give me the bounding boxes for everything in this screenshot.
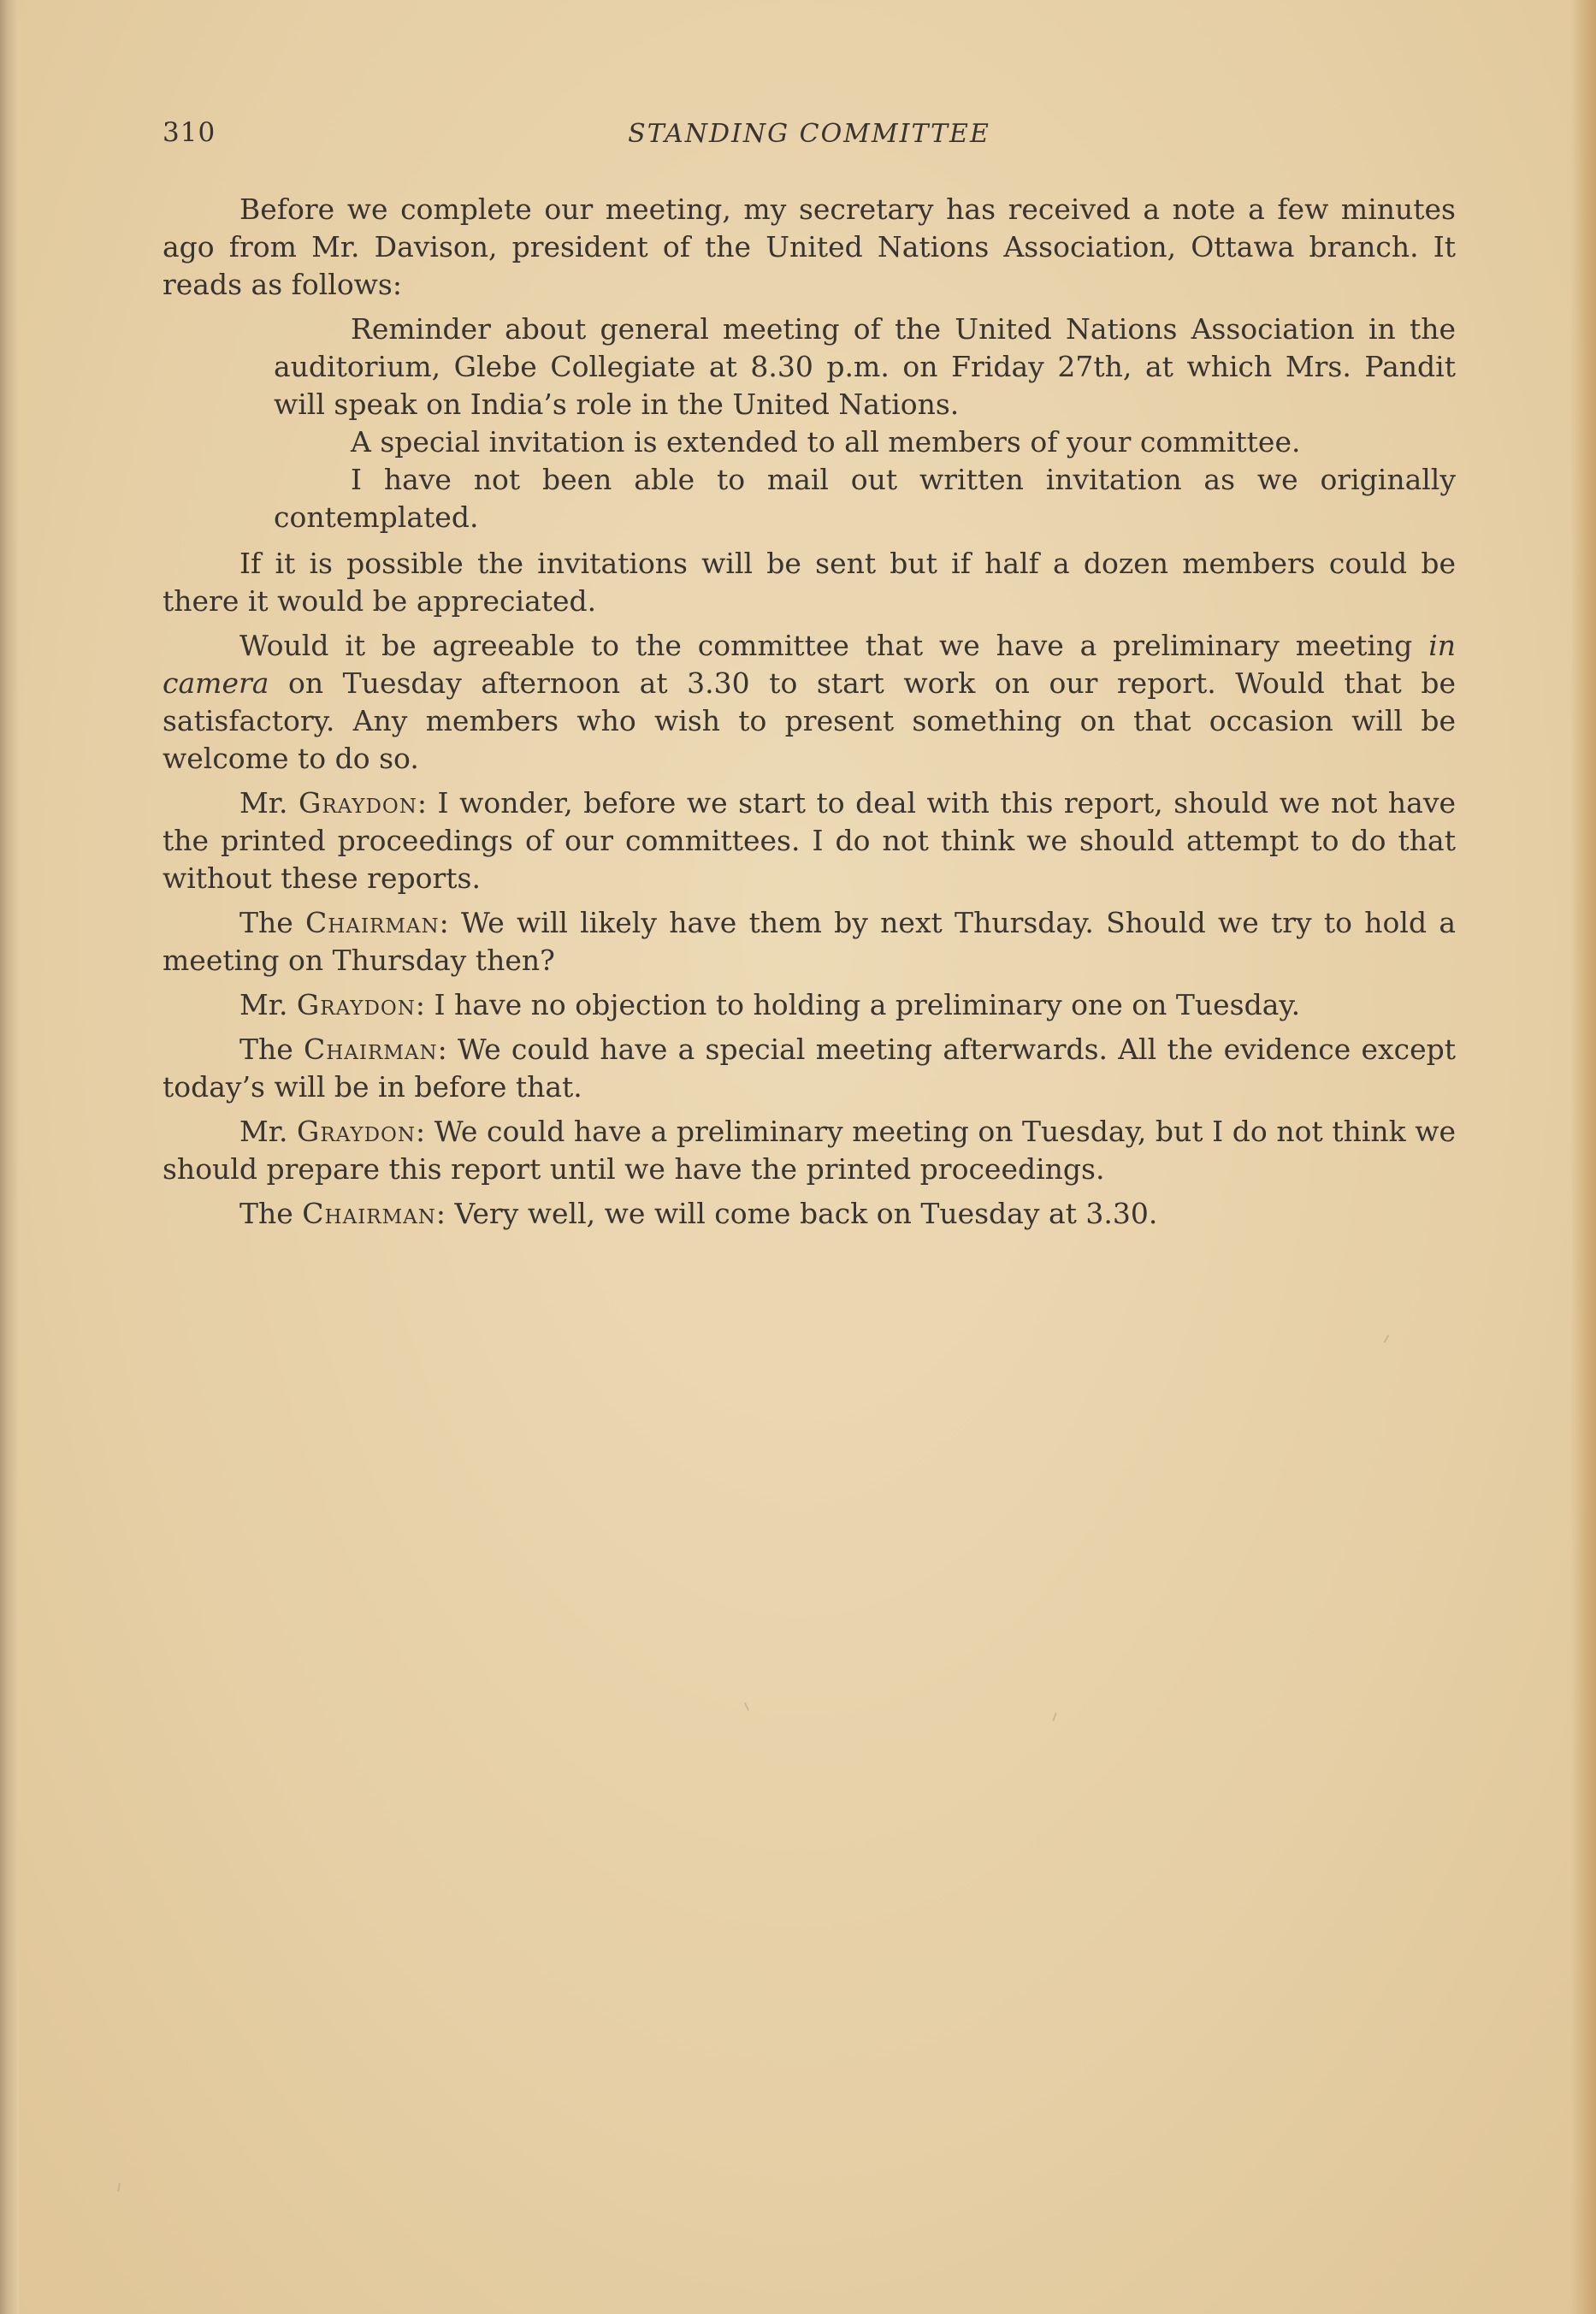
speech-paragraph <box>163 1113 1456 1188</box>
paragraph-text: on Tuesday afternoon at 3.30 to start work on our report. Would that be satisfactory. Any members who wish to present something on that occasion will be welcome to do so. <box>163 666 1456 775</box>
speaker-name: Graydon <box>297 1115 416 1148</box>
speech-paragraph <box>163 1195 1456 1233</box>
paper-speck <box>1052 1713 1056 1721</box>
speaker-prefix: The <box>239 1033 304 1066</box>
body-text <box>163 191 1456 1233</box>
paragraph: If it is possible the invitations will be sent but if half a dozen members could be there it would be appreciated. <box>163 547 1456 618</box>
paragraph-text: Would it be agreeable to the committee that we have a preliminary meeting <box>239 629 1429 662</box>
paragraph: Before we complete our meeting, my secretary has received a note a few minutes ago from Mr. Davison, president of the United Nations Association, Ottawa branch. It reads as follows: <box>163 192 1456 301</box>
page-number: 310 <box>163 117 216 148</box>
page-binding-shadow <box>0 0 19 2314</box>
paragraph <box>163 627 1456 778</box>
speaker-prefix: Mr. <box>239 786 299 820</box>
speaker-prefix: Mr. <box>239 1115 298 1148</box>
speech-text: : Very well, we will come back on Tuesday at 3.30. <box>435 1197 1158 1230</box>
speaker-name: Graydon <box>296 988 416 1021</box>
speaker-name: Chairman <box>302 1197 436 1230</box>
paper-speck <box>1384 1335 1390 1343</box>
italic-phrase: in camera <box>163 629 1456 700</box>
speaker-name: Graydon <box>298 786 417 820</box>
speech-paragraph <box>163 904 1456 979</box>
speech-paragraph <box>163 784 1456 897</box>
quoted-paragraph: A special invitation is extended to all members of your committee. <box>351 425 1301 459</box>
speaker-name: Chairman <box>305 906 440 939</box>
quoted-paragraph: Reminder about general meeting of the United Nations Association in the auditorium, Glebe Collegiate at 8.30 p.m. on Friday 27th, at which Mrs. Pandit will speak on India’s role in the United Nations. <box>274 312 1456 421</box>
quoted-paragraph: I have not been able to mail out written invitation as we originally contemplated. <box>274 463 1456 534</box>
speech-text: : I have no objection to holding a preliminary one on Tuesday. <box>415 988 1301 1021</box>
speech-paragraph <box>163 1031 1456 1106</box>
speech-paragraph <box>163 986 1456 1024</box>
speaker-prefix: Mr. <box>239 988 297 1021</box>
page-header <box>163 107 1456 158</box>
speech-text: : We will likely have them by next Thursday. Should we try to hold a meeting on Thursday then? <box>163 906 1456 977</box>
document-page <box>163 107 1456 1240</box>
speaker-prefix: The <box>239 906 306 939</box>
speech-text: : We could have a preliminary meeting on Tuesday, but I do not think we should prepare this report until we have the printed proceedings. <box>163 1115 1457 1186</box>
page-right-edge <box>1570 0 1596 2314</box>
speech-text: : I wonder, before we start to deal with this report, should we not have the printed proceedings of our committees. I do not think we should attempt to do that without these reports. <box>163 786 1457 895</box>
speaker-name: Chairman <box>304 1033 438 1066</box>
paper-speck <box>117 2183 121 2192</box>
running-title: STANDING COMMITTEE <box>628 119 990 149</box>
speaker-prefix: The <box>239 1197 303 1230</box>
paper-speck <box>744 1702 749 1711</box>
speech-text: : We could have a special meeting afterwards. All the evidence except today’s will be in before that. <box>163 1033 1456 1104</box>
